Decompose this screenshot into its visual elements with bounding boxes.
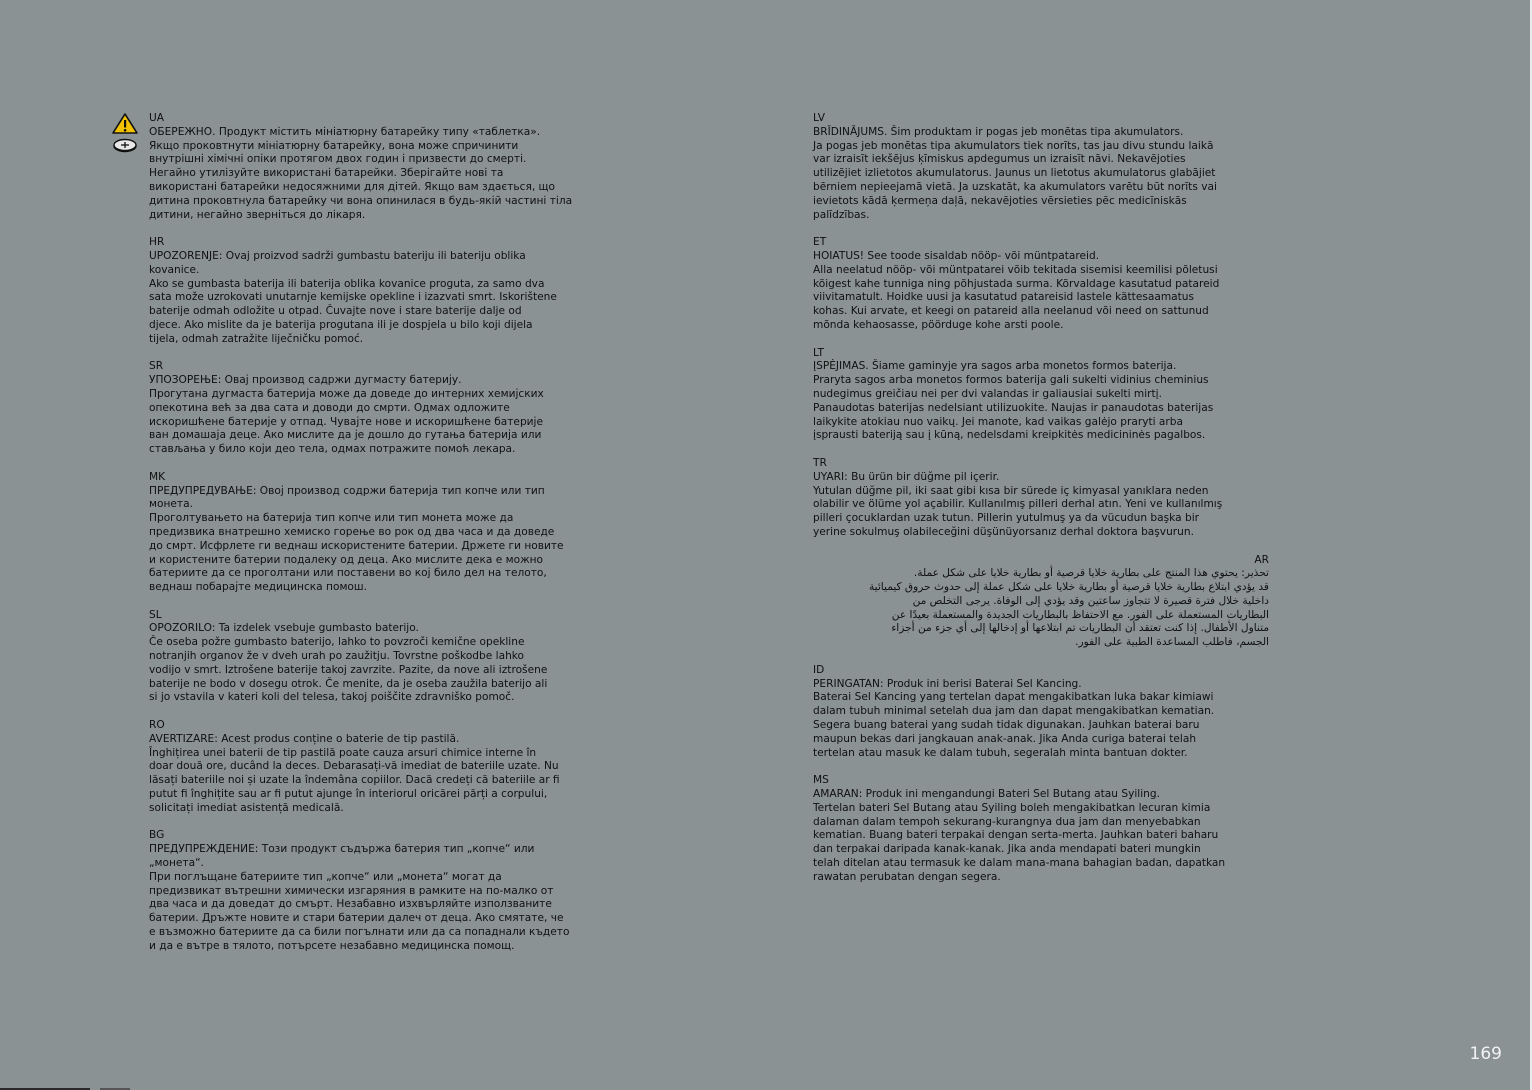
warning-text-line: nudegimus greičiau nei per dvi valandas ir galiausiai sukelti mirtį.: [813, 387, 1162, 400]
warning-text-line: ПРЕДУПРЕДУВАЊЕ: Овој производ содржи батерија тип копче или тип: [149, 484, 545, 497]
warning-text-line: Якщо проковтнути мініатюрну батарейку, вона може спричинити: [149, 139, 519, 152]
warning-text-line: Ja pogas jeb monētas tipa akumulators tiek norīts, tas jau divu stundu laikā: [813, 139, 1214, 152]
warning-section-lv: [813, 112, 1269, 222]
language-code: MK: [149, 470, 166, 483]
warning-text-line: rawatan perubatan dengan segera.: [813, 870, 1001, 883]
warning-text-line: стављања у било који део тела, одмах потражите помоћ лекара.: [149, 443, 516, 456]
language-code: SR: [149, 360, 164, 373]
warning-text-line: dan terpakai daripada kanak-kanak. Jika anda mendapati bateri mungkin: [813, 843, 1201, 856]
warning-text-line: ĮSPĖJIMAS. Šiame gaminyje yra sagos arba monetos formos baterija.: [813, 360, 1177, 373]
warning-text-line: предизвикат вътрешни химически изгаряния в рамките на по-малко от: [149, 884, 554, 897]
warning-section-ua: [149, 112, 609, 222]
language-code: LT: [813, 346, 824, 359]
warning-text-line: Če oseba požre gumbasto baterijo, lahko to povzroči kemične opekline: [149, 636, 525, 649]
warning-text-line: два часа и да доведат до смърт. Незабавно изхвърляйте използваните: [149, 898, 552, 911]
warning-text-line: При поглъщане батериите тип „копче“ или „монета“ могат да: [149, 870, 502, 883]
left-column: [149, 112, 609, 967]
warning-text-line: УПОЗОРЕЊЕ: Овај производ садржи дугмасту батерију.: [149, 374, 462, 387]
warning-text-line: HOIATUS! See toode sisaldab nööp- või müntpatareid.: [813, 249, 1100, 262]
warning-section-mk: [149, 471, 609, 595]
warning-text-line: داخلية خلال فترة قصيرة لا تتجاوز ساعتين وقد يؤدي إلى الوفاة. يرجى التخلص من: [912, 594, 1269, 607]
warning-text-line: maupun bekas dari jangkauan anak-anak. Jika Anda curiga baterai telah: [813, 732, 1197, 745]
page-number: 169: [1469, 1044, 1502, 1064]
warning-text-line: pilleri çocuklardan uzak tutun. Pillerin yutulmuş ya da vücudun başka bir: [813, 512, 1199, 525]
warning-text-line: البطاريات المستعملة على الفور. مع الاحتفاظ بالبطاريات الجديدة والمستعملة بعيدًا عن: [891, 608, 1269, 621]
warning-text-line: قد يؤدي ابتلاع بطارية خلايا قرصية أو بطارية خلايا على شكل عملة إلى حدوث حروق كيميائية: [868, 581, 1269, 594]
warning-text-line: монета.: [149, 498, 193, 511]
warning-text-line: ПРЕДУПРЕЖДЕНИЕ: Този продукт съдържа батерия тип „копче“ или: [149, 843, 535, 856]
warning-text-line: tijela, odmah zatražite liječničku pomoć.: [149, 332, 364, 345]
warning-text-line: tertelan atau masuk ke dalam tubuh, segeralah minta bantuan dokter.: [813, 746, 1188, 759]
warning-text-line: laikykite atokiau nuo vaikų. Jei manote, kad vaikas galėjo praryti arba: [813, 415, 1183, 428]
warning-text-line: дитини, негайно зверніться до лікаря.: [149, 208, 366, 221]
warning-text-line: „монета“.: [149, 857, 204, 870]
warning-text-line: е възможно батериите да са били погълнати или да са попаднали където: [149, 926, 570, 939]
warning-text-line: ОБЕРЕЖНО. Продукт містить мініатюрну батарейку типу «таблетка».: [149, 125, 541, 138]
warning-section-sl: [149, 609, 609, 706]
warning-text-line: dalam tubuh minimal setelah dua jam dan dapat mengakibatkan kematian.: [813, 705, 1215, 718]
warning-section-bg: [149, 829, 609, 953]
warning-section-sr: [149, 360, 609, 457]
warning-text-line: sata može uzrokovati unutarnje kemijske opekline i izazvati smrt. Iskorištene: [149, 291, 557, 304]
warning-text-line: ван домашаја деце. Ако мислите да је дошло до гутања батерија или: [149, 429, 542, 442]
warning-text-line: внутрішні хімічні опіки протягом двох годин і призвести до смерті.: [149, 153, 527, 166]
warning-text-line: Негайно утилізуйте використані батарейки. Зберігайте нові та: [149, 167, 504, 180]
warning-text-line: dalaman dalam tempoh sekurang-kurangnya dua jam dan menyebabkan: [813, 815, 1201, 828]
language-code: ID: [813, 663, 825, 676]
language-code: TR: [813, 456, 827, 469]
warning-text-line: utilizējiet izlietotos akumulatorus. Jaunus un lietotus akumulatorus glabājiet: [813, 167, 1216, 180]
warning-text-line: батериите да се проголтани или поставени во кој било дел на телото,: [149, 567, 547, 580]
warning-section-lt: [813, 347, 1269, 444]
language-code: MS: [813, 774, 829, 787]
warning-text-line: doar două ore, ducând la deces. Debarasați-vă imediat de bateriile uzate. Nu: [149, 760, 559, 773]
warning-text-line: Alla neelatud nööp- või müntpatarei võib tekitada sisemisi keemilisi põletusi: [813, 263, 1218, 276]
warning-text-line: Praryta sagos arba monetos formos baterija gali sukelti vidinius cheminius: [813, 374, 1209, 387]
warning-text-line: и да е вътре в тялото, потърсете незабавно медицинска помощ.: [149, 939, 515, 952]
warning-text-line: Прогутана дугмаста батерија може да доведе до интерних хемијских: [149, 387, 544, 400]
battery-coin-icon: [114, 140, 136, 152]
warning-icons: [111, 112, 139, 160]
warning-text-line: AVERTIZARE: Acest produs conține o baterie de tip pastilă.: [149, 732, 460, 745]
warning-text-line: var izraisīt iekšējus ķīmiskus apdegumus un izraisīt nāvi. Nekavējoties: [813, 153, 1186, 166]
warning-text-line: telah ditelan atau termasuk ke dalam mana-mana bahagian badan, dapatkan: [813, 857, 1226, 870]
warning-text-line: UPOZORENJE: Ovaj proizvod sadrži gumbastu bateriju ili bateriju oblika: [149, 249, 526, 262]
warning-text-line: įsprausti bateriją sau į kūną, nedelsdami kreipkitės medicininės pagalbos.: [813, 429, 1206, 442]
warning-text-line: Проголтувањето на батерија тип копче или тип монета може да: [149, 512, 514, 525]
warning-section-ar: [813, 554, 1269, 651]
warning-text-line: BRĪDINĀJUMS. Šim produktam ir pogas jeb monētas tipa akumulators.: [813, 125, 1184, 138]
warning-icon: [111, 112, 139, 156]
warning-text-line: веднаш побарајте медицинска помош.: [149, 581, 367, 594]
warning-text-line: notranjih organov že v dveh urah po zaužitju. Tovrstne poškodbe lahko: [149, 650, 525, 663]
warning-text-line: PERINGATAN: Produk ini berisi Baterai Sel Kancing.: [813, 677, 1082, 690]
warning-text-line: Panaudotas baterijas nedelsiant utilizuokite. Naujas ir panaudotas baterijas: [813, 401, 1214, 414]
warning-section-ro: [149, 719, 609, 816]
warning-text-line: Yutulan düğme pil, iki saat gibi kısa bir sürede iç kimyasal yanıklara neden: [813, 484, 1209, 497]
warning-section-et: [813, 236, 1269, 333]
warning-text-line: baterije ne bodo v dosegu otrok. Če menite, da je oseba zaužila baterijo ali: [149, 677, 548, 690]
warning-text-line: olabilir ve ölüme yol açabilir. Kullanılmış pilleri derhal atın. Yeni ve kullanılmış: [813, 498, 1223, 511]
language-code: HR: [149, 236, 165, 249]
warning-text-line: yerine sokulmuş olabileceğini düşünüyorsanız derhal doktora başvurun.: [813, 525, 1194, 538]
warning-text-line: и користените батерии подалеку од деца. Ако мислите дека е можно: [149, 553, 544, 566]
warning-text-line: предизвика внатрешно хемиско горење во рок од два часа и да доведе: [149, 525, 555, 538]
warning-section-tr: [813, 457, 1269, 540]
warning-text-line: متناول الأطفال. إذا كنت تعتقد أن البطاريات تم ابتلاعها أو إدخالها إلى أي جزء من أجزاء: [891, 622, 1269, 635]
warning-text-line: mõnda kehaosasse, pöörduge kohe arsti poole.: [813, 318, 1064, 331]
warning-text-line: Tertelan bateri Sel Butang atau Syiling boleh mengakibatkan lecuran kimia: [813, 801, 1211, 814]
warning-text-line: до смрт. Исфрлете ги веднаш искористените батерии. Држете ги новите: [149, 539, 564, 552]
language-code: AR: [1254, 553, 1269, 566]
warning-section-hr: [149, 236, 609, 346]
warning-text-line: опекотина већ за два сата и доводи до смрти. Одмах одложите: [149, 401, 510, 414]
warning-text-line: الجسم، فاطلب المساعدة الطبية على الفور.: [1075, 636, 1269, 649]
warning-text-line: viivitamatult. Hoidke uusi ja kasutatud patareisid lastele kättesaamatus: [813, 291, 1195, 304]
warning-text-line: palīdzības.: [813, 208, 870, 221]
language-code: ET: [813, 236, 827, 249]
warning-text-line: Baterai Sel Kancing yang tertelan dapat mengakibatkan luka bakar kimiawi: [813, 691, 1214, 704]
warning-text-line: искоришћене батерије у отпад. Чувајте нове и искоришћене батерије: [149, 415, 544, 428]
warning-text-line: використані батарейки недосяжними для дітей. Якщо вам здається, що: [149, 180, 556, 193]
right-column: [813, 112, 1269, 898]
language-code: LV: [813, 112, 825, 124]
warning-section-ms: [813, 774, 1269, 884]
warning-text-line: lăsați bateriile noi și uzate la îndemâna copiilor. Dacă credeți că bateriile ar fi: [149, 774, 560, 787]
language-code: SL: [149, 608, 162, 621]
warning-text-line: AMARAN: Produk ini mengandungi Bateri Sel Butang atau Syiling.: [813, 788, 1160, 801]
warning-text-line: solicitați imediat asistență medicală.: [149, 801, 344, 814]
warning-text-line: батерии. Дръжте новите и стари батерии далеч от деца. Ако смятате, че: [149, 912, 564, 925]
warning-text-line: putut fi înghițite sau ar fi putut ajunge în interiorul oricărei părți a corpului,: [149, 788, 548, 801]
warning-text-line: si jo vstavila v kateri koli del telesa, takoj poiščite zdravniško pomoč.: [149, 691, 515, 704]
warning-text-line: Segera buang baterai yang sudah tidak digunakan. Jauhkan baterai baru: [813, 719, 1200, 732]
warning-text-line: bērniem nepieejamā vietā. Ja uzskatāt, ka akumulators varētu būt norīts vai: [813, 180, 1217, 193]
warning-text-line: baterije odmah odložite u otpad. Čuvajte nove i stare baterije dalje od: [149, 305, 522, 318]
warning-text-line: ievietots kādā ķermeņa daļā, nekavējoties vērsieties pēc medicīniskās: [813, 194, 1187, 207]
warning-text-line: تحذير: يحتوي هذا المنتج على بطارية خلايا قرصية أو بطارية خلايا على شكل عملة.: [913, 567, 1269, 580]
warning-text-line: UYARI: Bu ürün bir düğme pil içerir.: [813, 470, 1000, 483]
warning-section-id: [813, 664, 1269, 761]
language-code: RO: [149, 719, 165, 732]
language-code: UA: [149, 112, 165, 124]
warning-text-line: kohas. Kui arvate, et keegi on patareid alla neelanud või need on sattunud: [813, 305, 1209, 318]
warning-text-line: OPOZORILO: Ta izdelek vsebuje gumbasto baterijo.: [149, 622, 419, 635]
warning-text-line: kematian. Buang bateri terpakai dengan serta-merta. Jauhkan bateri baharu: [813, 829, 1219, 842]
warning-text-line: kovanice.: [149, 263, 200, 276]
warning-text-line: djece. Ako mislite da je baterija progutana ili je dospjela u bilo koji dijela: [149, 318, 533, 331]
warning-text-line: Înghițirea unei baterii de tip pastilă poate cauza arsuri chimice interne în: [149, 746, 537, 759]
warning-text-line: Ako se gumbasta baterija ili baterija oblika kovanice proguta, za samo dva: [149, 277, 545, 290]
warning-text-line: vodijo v smrt. Iztrošene baterije takoj zavrzite. Pazite, da nove ali iztrošene: [149, 663, 548, 676]
language-code: BG: [149, 829, 165, 842]
warning-text-line: kõigest kahe tunniga ning põhjustada surma. Kõrvaldage kasutatud patareid: [813, 277, 1220, 290]
warning-text-line: дитина проковтнула батарейку чи вона опинилася в будь-якій частині тіла: [149, 194, 573, 207]
